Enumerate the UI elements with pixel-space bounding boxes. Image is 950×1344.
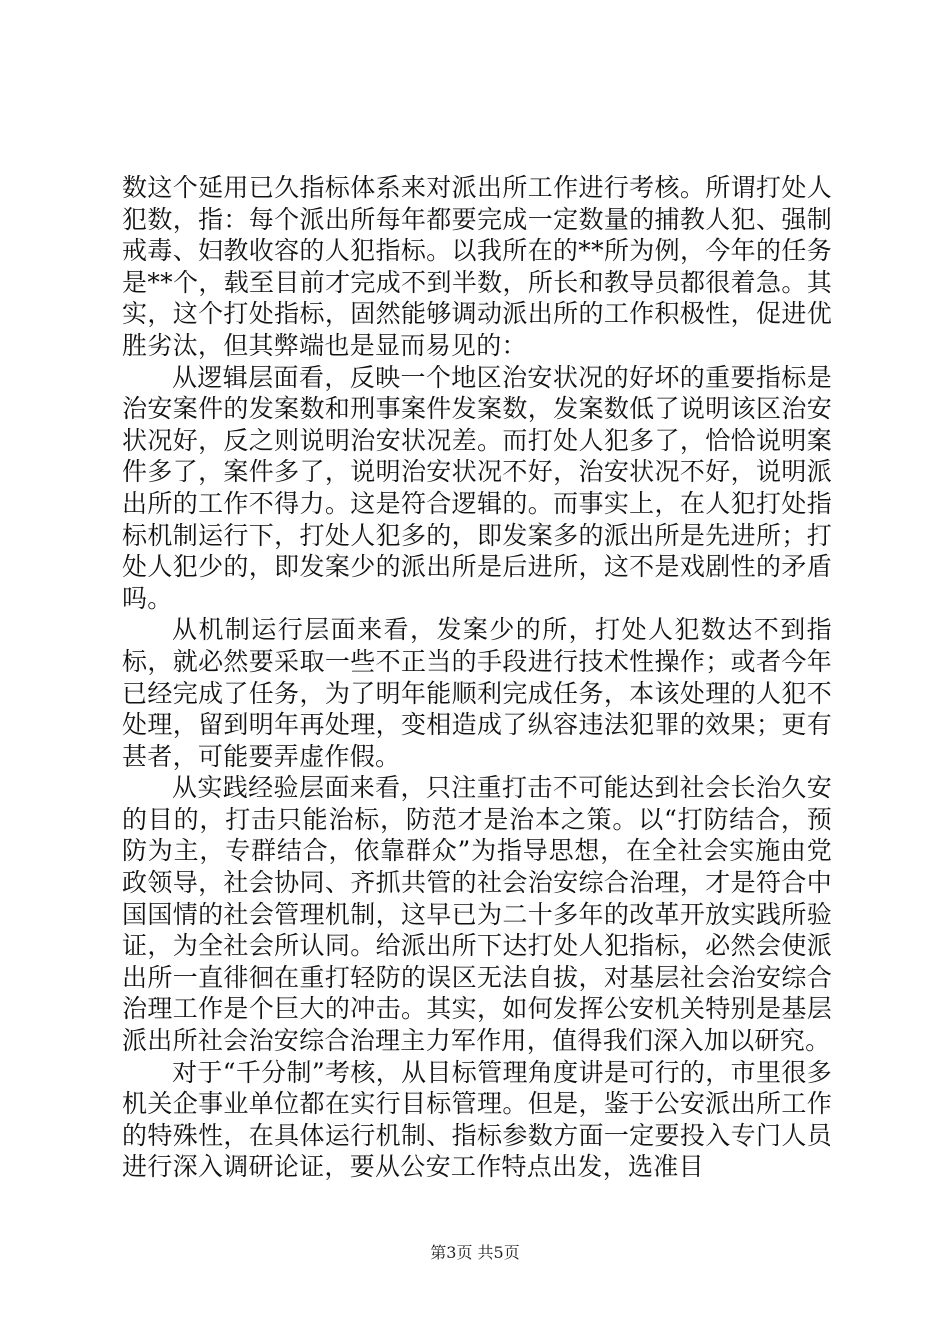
paragraph-logic-level: 从逻辑层面看，反映一个地区治安状况的好坏的重要指标是治安案件的发案数和刑事案件发案数，发案数低了说明该区治安状况好，反之则说明治安状况差。而打处人犯多了，恰恰说明案件多了，案件多了，说明治安状况不好，治安状况不好，说明派出所的工作不得力。这是符合逻辑的。而事实上，在人犯打处指标机制运行下，打处人犯多的，即发案多的派出所是先进所；打处人犯少的，即发案少的派出所是后进所，这不是戏剧性的矛盾吗。 bbox=[122, 362, 832, 613]
paragraph-continuation: 数这个延用已久指标体系来对派出所工作进行考核。所谓打处人犯数，指：每个派出所每年都要完成一定数量的捕教人犯、强制戒毒、妇教收容的人犯指标。以我所在的**所为例，今年的任务是**个，载至目前才完成不到半数，所长和教导员都很着急。其实，这个打处指标，固然能够调动派出所的工作积极性，促进优胜劣汰，但其弊端也是显而易见的： bbox=[122, 173, 832, 360]
paragraph-thousand-point-system: 对于“千分制”考核，从目标管理角度讲是可行的，市里很多机关企事业单位都在实行目标管理。但是，鉴于公安派出所工作的特殊性，在具体运行机制、指标参数方面一定要投入专门人员进行深入调研论证，要从公安工作特点出发，选准目 bbox=[122, 1057, 832, 1182]
paragraph-practice-level: 从实践经验层面来看，只注重打击不可能达到社会长治久安的目的，打击只能治标，防范才是治本之策。以“打防结合，预防为主，专群结合，依靠群众”为指导思想，在全社会实施由党政领导，社会协同、齐抓共管的社会治安综合治理，才是符合中国国情的社会管理机制，这早已为二十多年的改革开放实践所验证，为全社会所认同。给派出所下达打处人犯指标，必然会使派出所一直徘徊在重打轻防的误区无法自拔，对基层社会治安综合治理工作是个巨大的冲击。其实，如何发挥公安机关特别是基层派出所社会治安综合治理主力军作用，值得我们深入加以研究。 bbox=[122, 773, 832, 1056]
paragraph-mechanism-level: 从机制运行层面来看，发案少的所，打处人犯数达不到指标，就必然要采取一些不正当的手段进行技术性操作；或者今年已经完成了任务，为了明年能顺利完成任务，本该处理的人犯不处理，留到明年再处理，变相造成了纵容违法犯罪的效果；更有甚者，可能要弄虚作假。 bbox=[122, 615, 832, 771]
document-body bbox=[122, 172, 832, 1183]
page-footer: 第3页 共5页 bbox=[430, 1243, 520, 1262]
